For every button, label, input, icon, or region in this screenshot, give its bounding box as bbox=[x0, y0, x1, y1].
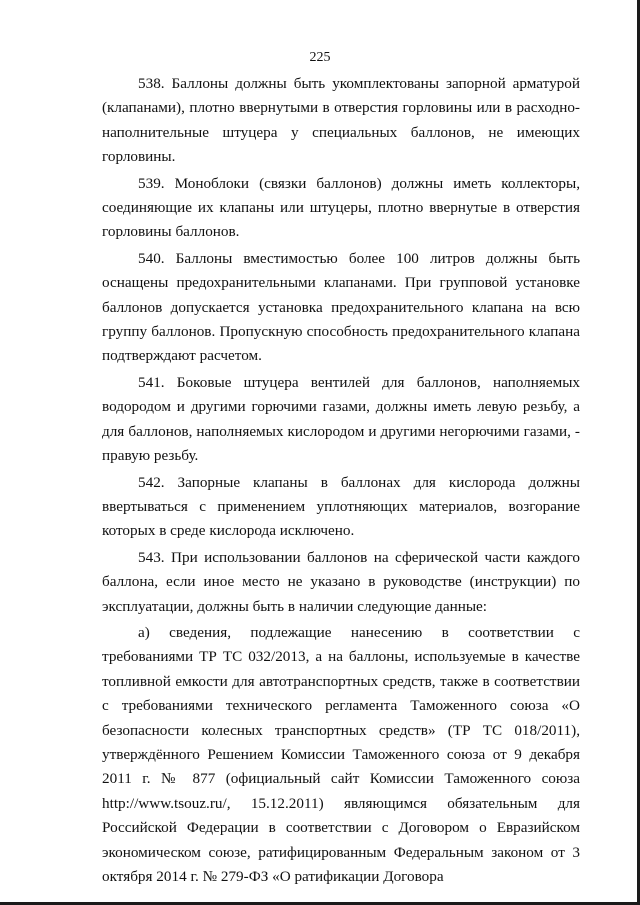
paragraph-539: 539. Моноблоки (связки баллонов) должны иметь коллекторы, соединяющие их клапаны или штуцеры, плотно ввернутые в отверстия горловины баллонов. bbox=[102, 174, 580, 241]
paragraph-540: 540. Баллоны вместимостью более 100 литров должны быть оснащены предохранительными клапанами. При групповой установке баллонов допускается установка предохранительного клапана на всю группу баллонов. Пропускную способность предохранительного клапана подтверждают расчетом. bbox=[102, 249, 580, 365]
paragraph-541: 541. Боковые штуцера вентилей для баллонов, наполняемых водородом и другими горючими газами, должны иметь левую резьбу, а для баллонов, наполняемых кислородом и другими негорючими газами, - правую резьбу. bbox=[102, 373, 580, 465]
paragraph-538: 538. Баллоны должны быть укомплектованы запорной арматурой (клапанами), плотно ввернутыми в отверстия горловины или в расходно-наполнительные штуцера у специальных баллонов, не имеющих горловины. bbox=[102, 75, 580, 166]
page-number: 225 bbox=[309, 50, 331, 65]
paragraph-543-a: а) сведения, подлежащие нанесению в соответствии с требованиями ТР ТС 032/2013, а на баллоны, используемые в качестве топливной емкости для автотранспортных средств, также в соответствии с требованиями технического регламента Таможенного союза «О безопасности колесных транспортных средств» (ТР ТС 018/2011), утверждённого Решением Комиссии Таможенного союза от 9 декабря 2011 г. № 877 (официальный сайт Комиссии Таможенного союза http://www.tsouz.ru/, 15.12.2011) являющимся обязательным для Российской Федерации в соответствии с Договором о Евразийском экономическом союзе, ратифицированным Федеральным законом от 3 октября 2014 г. № 279-ФЗ «О ратификации Договора bbox=[102, 623, 580, 885]
document-body bbox=[102, 72, 580, 891]
paragraph-542: 542. Запорные клапаны в баллонах для кислорода должны ввертываться с применением уплотняющих материалов, возгорание которых в среде кислорода исключено. bbox=[102, 473, 580, 540]
paragraph-543: 543. При использовании баллонов на сферической части каждого баллона, если иное место не указано в руководстве (инструкции) по эксплуатации, должны быть в наличии следующие данные: bbox=[102, 548, 580, 615]
